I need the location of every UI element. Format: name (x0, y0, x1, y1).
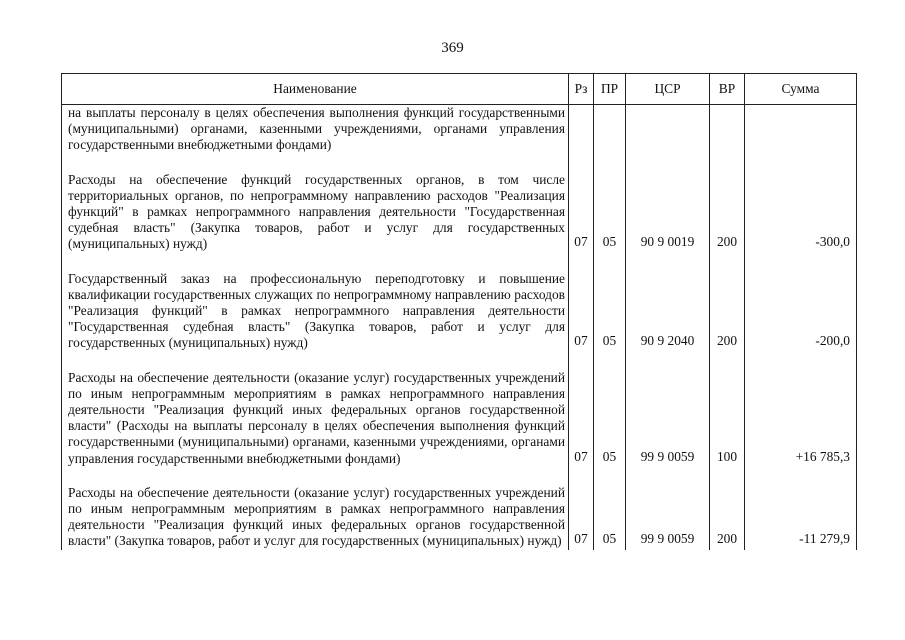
header-pr: ПР (594, 74, 626, 105)
row-pr (594, 105, 626, 154)
row-vr: 200 (710, 467, 745, 550)
row-rz: 07 (569, 352, 594, 467)
header-rz: Рз (569, 74, 594, 105)
table-row (62, 253, 857, 352)
row-csr: 99 9 0059 (626, 352, 710, 467)
page-number: 369 (441, 40, 464, 56)
row-vr: 200 (710, 253, 745, 352)
row-csr (626, 105, 710, 154)
table-row (62, 467, 857, 550)
row-name: Расходы на обеспечение функций государственных органов, в том числе территориальных органов, по непрограммному направлению расходов "Реализация функций" в рамках непрограммного направления деятельности "Государственная судебная власть" (Закупка товаров, работ и услуг для государственных (муниципальных) нужд) (62, 154, 569, 253)
table-row (62, 105, 857, 154)
row-sum: -300,0 (745, 154, 857, 253)
row-name: Расходы на обеспечение деятельности (оказание услуг) государственных учреждений по иным непрограммным мероприятиям в рамках непрограммного направления деятельности "Реализация функций иных федеральных органов государственной власти" (Расходы на выплаты персоналу в целях обеспечения выполнения функций государственными (муниципальными) органами, казенными учреждениями, органами управления государственными внебюджетными фондами) (62, 352, 569, 467)
row-csr: 90 9 0019 (626, 154, 710, 253)
row-pr: 05 (594, 253, 626, 352)
row-pr: 05 (594, 467, 626, 550)
row-csr: 99 9 0059 (626, 467, 710, 550)
row-rz (569, 105, 594, 154)
row-sum: -11 279,9 (745, 467, 857, 550)
row-sum: -200,0 (745, 253, 857, 352)
header-csr: ЦСР (626, 74, 710, 105)
row-name: Государственный заказ на профессиональную переподготовку и повышение квалификации государственных служащих по непрограммному направлению расходов "Реализация функций" в рамках непрограммного направления деятельности "Государственная судебная власть" (Закупка товаров, работ и услуг для государственных (муниципальных) нужд) (62, 253, 569, 352)
row-vr (710, 105, 745, 154)
row-rz: 07 (569, 253, 594, 352)
row-vr: 200 (710, 154, 745, 253)
row-name: Расходы на обеспечение деятельности (оказание услуг) государственных учреждений по иным непрограммным мероприятиям в рамках непрограммного направления деятельности "Реализация функций иных федеральных органов государственной власти" (Закупка товаров, работ и услуг для государственных (муниципальных) нужд) (62, 467, 569, 550)
row-vr: 100 (710, 352, 745, 467)
row-csr: 90 9 2040 (626, 253, 710, 352)
table-header-row (62, 74, 857, 105)
row-pr: 05 (594, 154, 626, 253)
row-rz: 07 (569, 154, 594, 253)
row-rz: 07 (569, 467, 594, 550)
budget-table (61, 73, 857, 550)
table-row (62, 352, 857, 467)
table-row (62, 154, 857, 253)
row-pr: 05 (594, 352, 626, 467)
header-name: Наименование (62, 74, 569, 105)
header-vr: ВР (710, 74, 745, 105)
header-sum: Сумма (745, 74, 857, 105)
row-name: на выплаты персоналу в целях обеспечения выполнения функций государственными (муниципальными) органами, казенными учреждениями, органами управления государственными внебюджетными фондами) (62, 105, 569, 154)
row-sum (745, 105, 857, 154)
row-sum: +16 785,3 (745, 352, 857, 467)
